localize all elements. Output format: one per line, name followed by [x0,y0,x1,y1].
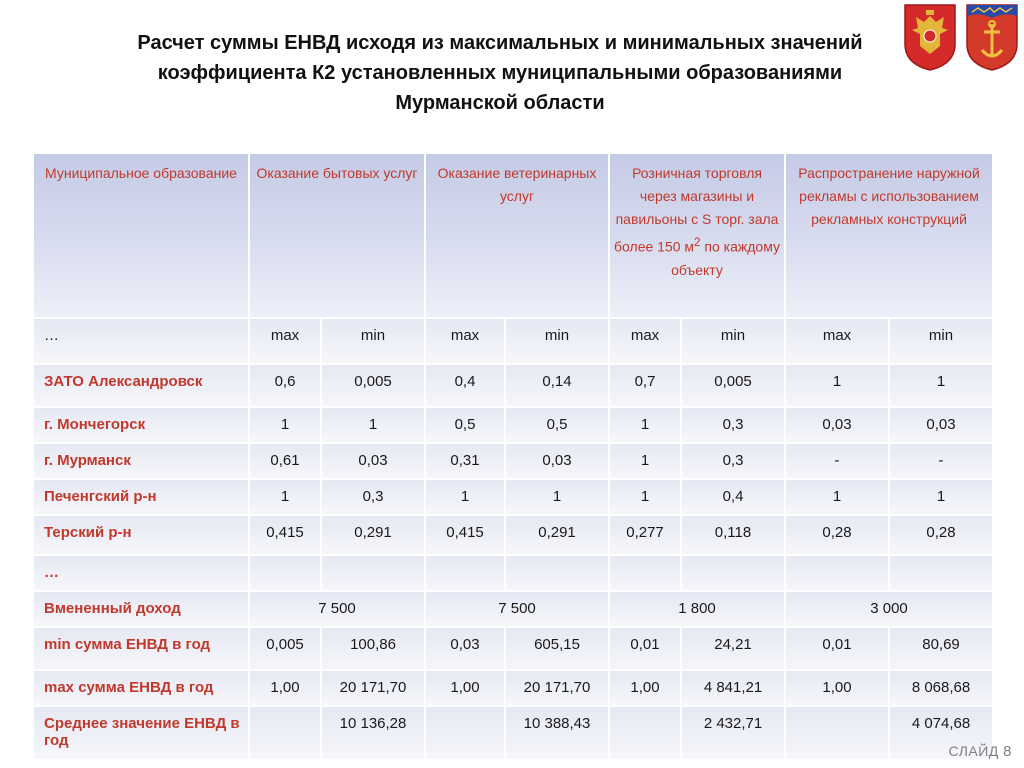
subheader-cell: min [889,318,993,364]
table-cell [249,706,321,760]
header-ads: Распространение наружной рекламы с использованием рекламных конструкций [785,153,993,318]
header-retail [609,153,785,318]
table-cell: 24,21 [681,627,785,670]
table-cell: 1 [785,479,889,515]
table-cell: 0,5 [505,407,609,443]
table-cell: 0,03 [321,443,425,479]
table-cell: 0,28 [785,515,889,555]
subheader-cell: max [249,318,321,364]
table-cell [425,706,505,760]
table-cell: 0,6 [249,364,321,407]
table-cell: 1,00 [609,670,681,706]
header-row [33,153,993,318]
subheader-cell: max [785,318,889,364]
table-cell: 10 136,28 [321,706,425,760]
table-cell: 0,3 [681,443,785,479]
table-cell: 1 [425,479,505,515]
table-cell: 1,00 [425,670,505,706]
table-cell: 1 [609,443,681,479]
murmansk-region-coat-of-arms-icon [964,2,1020,72]
table-cell: - [785,443,889,479]
table-cell: 0,005 [321,364,425,407]
table-cell: 0,4 [425,364,505,407]
subheader-row [33,318,993,364]
table-cell: 1 [889,364,993,407]
table-cell: 605,15 [505,627,609,670]
table-cell [785,706,889,760]
row-label: … [33,555,249,591]
table-cell: 0,005 [249,627,321,670]
imputed-income-row [33,591,993,627]
subheader-cell: max [425,318,505,364]
row-label: Вмененный доход [33,591,249,627]
min-sum-row [33,627,993,670]
table-cell: 0,291 [321,515,425,555]
table-cell: 1 [249,407,321,443]
table-cell: 0,31 [425,443,505,479]
table-cell: 0,4 [681,479,785,515]
table-cell: 1 [609,479,681,515]
table-cell: 0,3 [321,479,425,515]
header-retail-sup: 2 [694,236,701,249]
table-cell: 0,005 [681,364,785,407]
header-household: Оказание бытовых услуг [249,153,425,318]
header-retail-text: Розничная торговля через магазины и павильоны с S торг. зала более 150 м [614,165,779,255]
subheader-cell: max [609,318,681,364]
table-cell [681,555,785,591]
table-cell: 7 500 [249,591,425,627]
table-cell [425,555,505,591]
table-cell: 0,14 [505,364,609,407]
row-label: max сумма ЕНВД в год [33,670,249,706]
slide-title [70,28,930,118]
table-cell: 0,5 [425,407,505,443]
subheader-cell: min [505,318,609,364]
table-cell: 20 171,70 [321,670,425,706]
table-cell: 10 388,43 [505,706,609,760]
subheader-cell: min [681,318,785,364]
slide-number-value: 8 [1003,743,1012,760]
table-row [33,555,993,591]
table-cell: 80,69 [889,627,993,670]
table-cell [249,555,321,591]
row-label: min сумма ЕНВД в год [33,627,249,670]
table-cell: - [889,443,993,479]
table-cell: 0,415 [425,515,505,555]
table-cell: 0,03 [889,407,993,443]
table-cell: 20 171,70 [505,670,609,706]
table-cell: 0,3 [681,407,785,443]
table-cell: 1 [785,364,889,407]
table-cell: 1 800 [609,591,785,627]
table-cell: 0,03 [425,627,505,670]
table-cell: 1 [321,407,425,443]
table-cell: 0,01 [609,627,681,670]
table-cell: 8 068,68 [889,670,993,706]
table-cell: 0,03 [785,407,889,443]
table-row [33,515,993,555]
table-cell: 0,61 [249,443,321,479]
title-line-1: Расчет суммы ЕНВД исходя из максимальных и минимальных значений [137,32,863,54]
table-cell [609,706,681,760]
russia-coat-of-arms-icon [902,2,958,72]
row-label: Среднее значение ЕНВД в год [33,706,249,760]
table-cell: 4 841,21 [681,670,785,706]
table-cell [505,555,609,591]
table-cell: 7 500 [425,591,609,627]
table-cell: 100,86 [321,627,425,670]
table-cell: 0,01 [785,627,889,670]
table-cell [785,555,889,591]
table-row [33,407,993,443]
header-veterinary: Оказание ветеринарных услуг [425,153,609,318]
row-label: ЗАТО Александровск [33,364,249,407]
table-cell: 4 074,68 [889,706,993,760]
table-cell: 3 000 [785,591,993,627]
row-label: Печенгский р-н [33,479,249,515]
header-retail-tail: по каждому объекту [671,238,780,278]
subheader-cell: min [321,318,425,364]
table-cell: 1,00 [785,670,889,706]
row-label: г. Мурманск [33,443,249,479]
subheader-label: … [33,318,249,364]
row-label: г. Мончегорск [33,407,249,443]
title-line-3: Мурманской области [395,92,605,114]
table-cell: 0,7 [609,364,681,407]
slide-label: СЛАЙД [948,743,999,759]
table-row [33,479,993,515]
slide-number [949,743,1012,760]
table-cell: 0,291 [505,515,609,555]
table-cell: 1 [505,479,609,515]
table-cell: 0,415 [249,515,321,555]
average-row [33,706,993,760]
table-cell: 0,03 [505,443,609,479]
table-cell [889,555,993,591]
table-cell: 1 [889,479,993,515]
title-line-2: коэффициента К2 установленных муниципальными образованиями [157,62,843,84]
table-cell: 2 432,71 [681,706,785,760]
row-label: Терский р-н [33,515,249,555]
table-cell: 0,28 [889,515,993,555]
table-cell: 1 [609,407,681,443]
table-cell [609,555,681,591]
envd-table [32,152,994,761]
max-sum-row [33,670,993,706]
table-cell: 1 [249,479,321,515]
table-cell: 0,277 [609,515,681,555]
table-cell [321,555,425,591]
header-municipality: Муниципальное образование [33,153,249,318]
table-row [33,364,993,407]
table-cell: 0,118 [681,515,785,555]
table-cell: 1,00 [249,670,321,706]
table-row [33,443,993,479]
